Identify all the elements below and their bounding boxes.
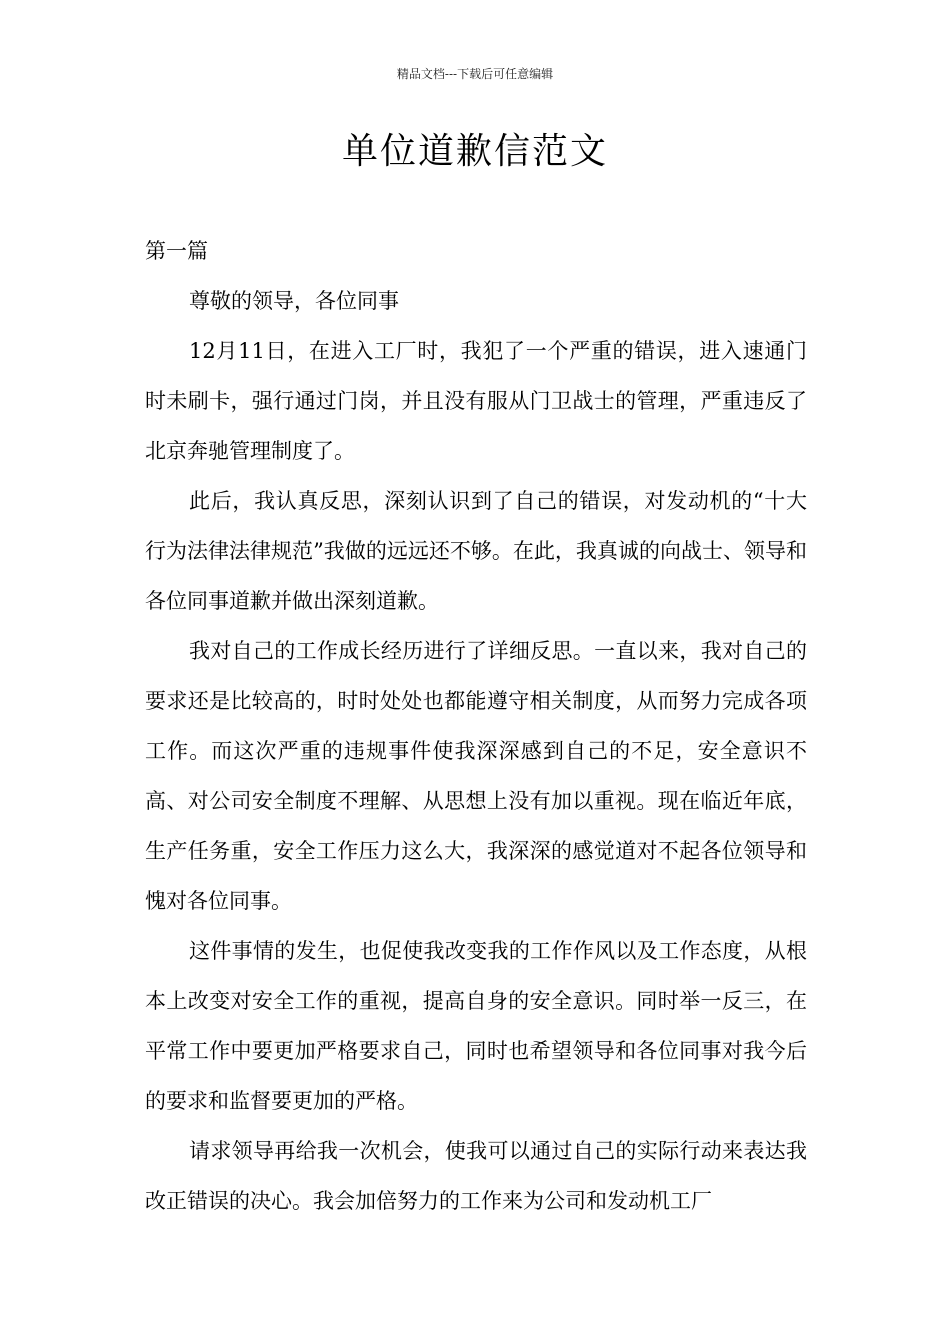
document-title: 单位道歉信范文 [341, 131, 608, 172]
document-body [145, 226, 807, 1226]
paragraph-2: 此后，我认真反思，深刻认识到了自己的错误，对发动机的“十大行为法律法律规范”我做的远远还不够。在此，我真诚的向战士、领导和各位同事道歉并做出深刻道歉。 [145, 489, 807, 613]
paragraph-3: 我对自己的工作成长经历进行了详细反思。一直以来，我对自己的要求还是比较高的，时时处处也都能遵守相关制度，从而努力完成各项工作。而这次严重的违规事件使我深深感到自己的不足，安全意识不高、对公司安全制度不理解、从思想上没有加以重视。现在临近年底，生产任务重，安全工作压力这么大，我深深的感觉道对不起各位领导和愧对各位同事。 [145, 639, 807, 913]
paragraph-4: 这件事情的发生，也促使我改变我的工作作风以及工作态度，从根本上改变对安全工作的重视，提高自身的安全意识。同时举一反三，在平常工作中要更加严格要求自己，同时也希望领导和各位同事对我今后的要求和监督要更加的严格。 [145, 939, 807, 1113]
page-header: 精品文档---下载后可任意编辑 [396, 67, 554, 81]
paragraph-5: 请求领导再给我一次机会，使我可以通过自己的实际行动来表达我改正错误的决心。我会加倍努力的工作来为公司和发动机工厂 [145, 1139, 807, 1213]
section-label: 第一篇 [145, 239, 208, 263]
paragraph-1: 12月11日，在进入工厂时，我犯了一个严重的错误，进入速通门时未刷卡，强行通过门岗，并且没有服从门卫战士的管理，严重违反了北京奔驰管理制度了。 [145, 339, 807, 463]
salutation: 尊敬的领导，各位同事 [189, 289, 399, 313]
